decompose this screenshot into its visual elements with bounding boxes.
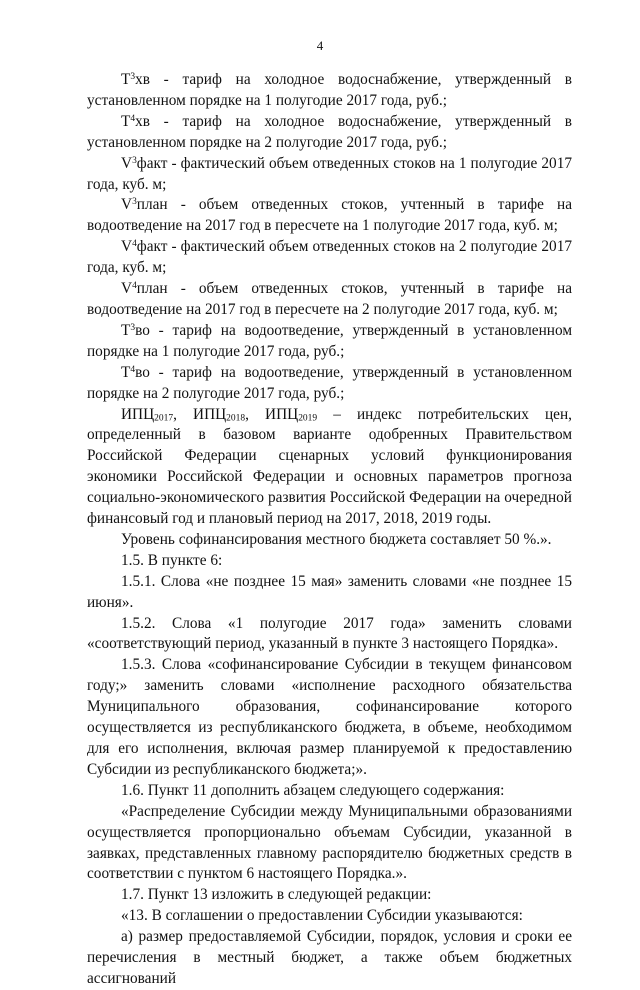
clause-13-heading: «13. В соглашении о предоставлении Субсидии указываются:	[121, 907, 523, 925]
clause-1-6: 1.6. Пункт 11 дополнить абзацем следующего содержания:	[121, 781, 505, 799]
cofinancing-level-paragraph: Уровень софинансирования местного бюджета составляет 50 %.».	[121, 530, 552, 548]
clause-1-5-3: 1.5.3. Слова «софинансирование Субсидии в текущем финансовом году;» заменить словами «исполнение расходного обязательства Муниципального образования, софинансирование которого осуществляется из республиканского бюджета, в объеме, необходимом для его исполнения, включая размер планируемой к предоставлению Субсидии из республиканского бюджета;».	[87, 656, 572, 778]
clause-1-5-1: 1.5.1. Слова «не позднее 15 мая» заменить словами «не позднее 15 июня».	[87, 572, 572, 611]
clause-1-7: 1.7. Пункт 13 изложить в следующей редакции:	[121, 886, 432, 904]
definition-v3-plan: $V^3план$ - объем отведенных стоков, учтенный в тарифе на водоотведение на 2017 год в пересчете на 1 полугодие 2017 года, куб. м;	[87, 196, 572, 235]
page-number: 4	[316, 38, 324, 53]
definition-t3-vo: $T^3во$ - тариф на водоотведение, утвержденный в установленном порядке на 1 полугодие 2017 года, руб.;	[87, 321, 572, 360]
clause-13-item-a: а) размер предоставляемой Субсидии, порядок, условия и сроки ее перечисления в местный бюджет, а также объем бюджетных ассигнований	[87, 928, 572, 987]
definition-t4-vo: $T^4во$ - тариф на водоотведение, утвержденный в установленном порядке на 2 полугодие 2017 года, руб.;	[87, 363, 572, 402]
clause-1-5-2: 1.5.2. Слова «1 полугодие 2017 года» заменить словами «соответствующий период, указанный в пункте 3 настоящего Порядка».	[87, 614, 572, 653]
definition-t3-hv: $T^3хв$ - тариф на холодное водоснабжение, утвержденный в установленном порядке на 1 полугодие 2017 года, руб.;	[87, 71, 572, 109]
definition-v4-fakt: $V^4факт$ - фактический объем отведенных стоков на 2 полугодие 2017 года, куб. м;	[87, 238, 572, 277]
definition-t4-hv: $T^4хв$ - тариф на холодное водоснабжение, утвержденный в установленном порядке на 2 полугодие 2017 года, руб.;	[87, 112, 572, 151]
definition-v3-fakt: $V^3факт$ - фактический объем отведенных стоков на 1 полугодие 2017 года, куб. м;	[87, 154, 572, 193]
clause-1-6-quote: «Распределение Субсидии между Муниципальными образованиями осуществляется пропорционально объемам Субсидии, указанной в заявках, представленных главному распорядителю бюджетных средств в соответствии с пунктом 6 настоящего Порядка.».	[87, 802, 572, 883]
definition-ipc: $ИПЦ_{2017}$, $ИПЦ_{2018}$, $ИПЦ_{2019}$ – индекс потребительских цен, определенный в базовом варианте одобренных Правительством Российской Федерации сценарных условий функционирования экономики Российской Федерации и основных параметров прогноза социально-экономического развития Российской Федерации на очередной финансовый год и плановый период на 2017, 2018, 2019 годы.	[87, 405, 572, 528]
definition-v4-plan: $V^4план$ - объем отведенных стоков, учтенный в тарифе на водоотведение на 2017 год в пересчете на 2 полугодие 2017 года, куб. м;	[87, 280, 572, 318]
clause-1-5-heading: 1.5. В пункте 6:	[121, 551, 223, 569]
document-body	[87, 70, 572, 990]
